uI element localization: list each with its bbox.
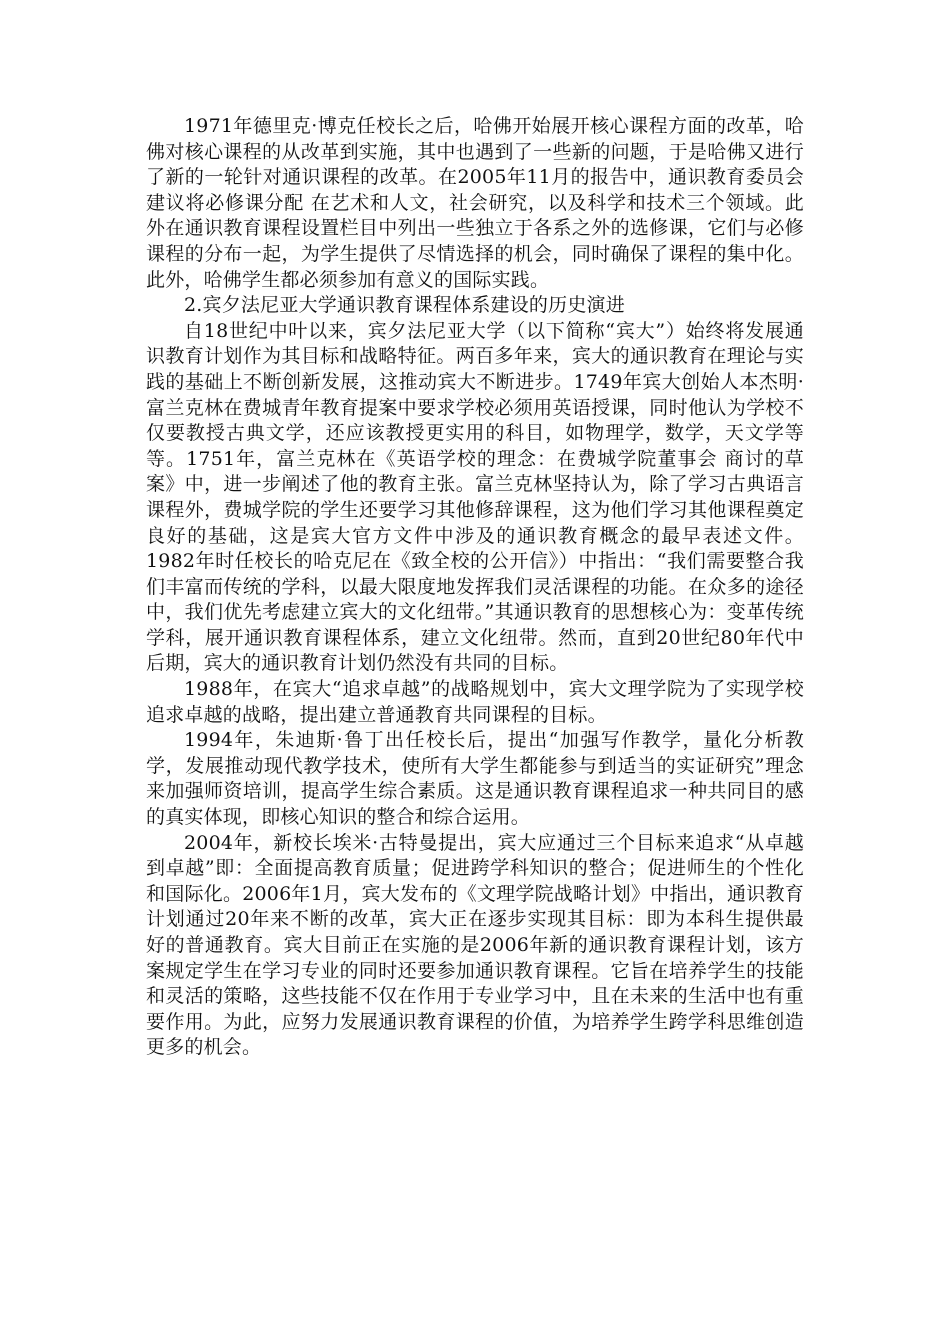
- paragraph-harvard-reform: 1971年德里克·博克任校长之后，哈佛开始展开核心课程方面的改革，哈佛对核心课程的从改革到实施，其中也遇到了一些新的问题，于是哈佛又进行了新的一轮针对通识课程的改革。在2005年11月的报告中，通识教育委员会建议将必修课分配 在艺术和人文，社会研究，以及科学和技术三个领域。此外在通识教育课程设置栏目中列出一些独立于各系之外的选修课，它们与必修课程的分布一起，为学生提供了尽情选择的机会，同时确保了课程的集中化。此外，哈佛学生都必须参加有意义的国际实践。: [146, 115, 804, 291]
- paragraph-2004: 2004年，新校长埃米·古特曼提出，宾大应通过三个目标来追求“从卓越到卓越”即：全面提高教育质量；促进跨学科知识的整合；促进师生的个性化和国际化。2006年1月，宾大发布的《文理学院战略计划》中指出，通识教育计划通过20年来不断的改革，宾大正在逐步实现其目标：即为本科生提供最好的普通教育。宾大目前正在实施的是2006年新的通识教育课程计划，该方案规定学生在学习专业的同时还要参加通识教育课程。它旨在培养学生的技能和灵活的策略，这些技能不仅在作用于专业学习中，且在未来的生活中也有重要作用。为此，应努力发展通识教育课程的价值，为培养学生跨学科思维创造更多的机会。: [146, 831, 804, 1059]
- section-heading-penn-history: 2.宾夕法尼亚大学通识教育课程体系建设的历史演进: [184, 294, 625, 317]
- paragraph-1988: 1988年，在宾大“追求卓越”的战略规划中，宾大文理学院为了实现学校追求卓越的战略，提出建立普通教育共同课程的目标。: [146, 678, 804, 726]
- paragraph-penn-origins: 自18世纪中叶以来，宾夕法尼亚大学（以下简称“宾大”）始终将发展通识教育计划作为其目标和战略特征。两百多年来，宾大的通识教育在理论与实践的基础上不断创新发展，这推动宾大不断进步。1749年宾大创始人本杰明·富兰克林在费城青年教育提案中要求学校必须用英语授课，同时他认为学校不仅要教授古典文学，还应该教授更实用的科目，如物理学，数学，天文学等等。1751年，富兰克林在《英语学校的理念：在费城学院董事会 商讨的草案》中，进一步阐述了他的教育主张。富兰克林坚持认为，除了学习古典语言课程外，费城学院的学生还要学习其他修辞课程，这为他们学习其他课程奠定良好的基础，这是宾大官方文件中涉及的通识教育概念的最早表述文件。1982年时任校长的哈克尼在《致全校的公开信》）中指出：“我们需要整合我们丰富而传统的学科，以最大限度地发挥我们灵活课程的功能。在众多的途径中，我们优先考虑建立宾大的文化纽带。”其通识教育的思想核心为：变革传统学科，展开通识教育课程体系，建立文化纽带。然而，直到20世纪80年代中后期，宾大的通识教育计划仍然没有共同的目标。: [146, 319, 804, 675]
- paragraph-1994: 1994年，朱迪斯·鲁丁出任校长后，提出“加强写作教学，量化分析教学，发展推动现代教学技术，使所有大学生都能参与到适当的实证研究”理念来加强师资培训，提高学生综合素质。这是通识教育课程追求一种共同目的感的真实体现，即核心知识的整合和综合运用。: [146, 729, 804, 829]
- document-body: [146, 114, 804, 1061]
